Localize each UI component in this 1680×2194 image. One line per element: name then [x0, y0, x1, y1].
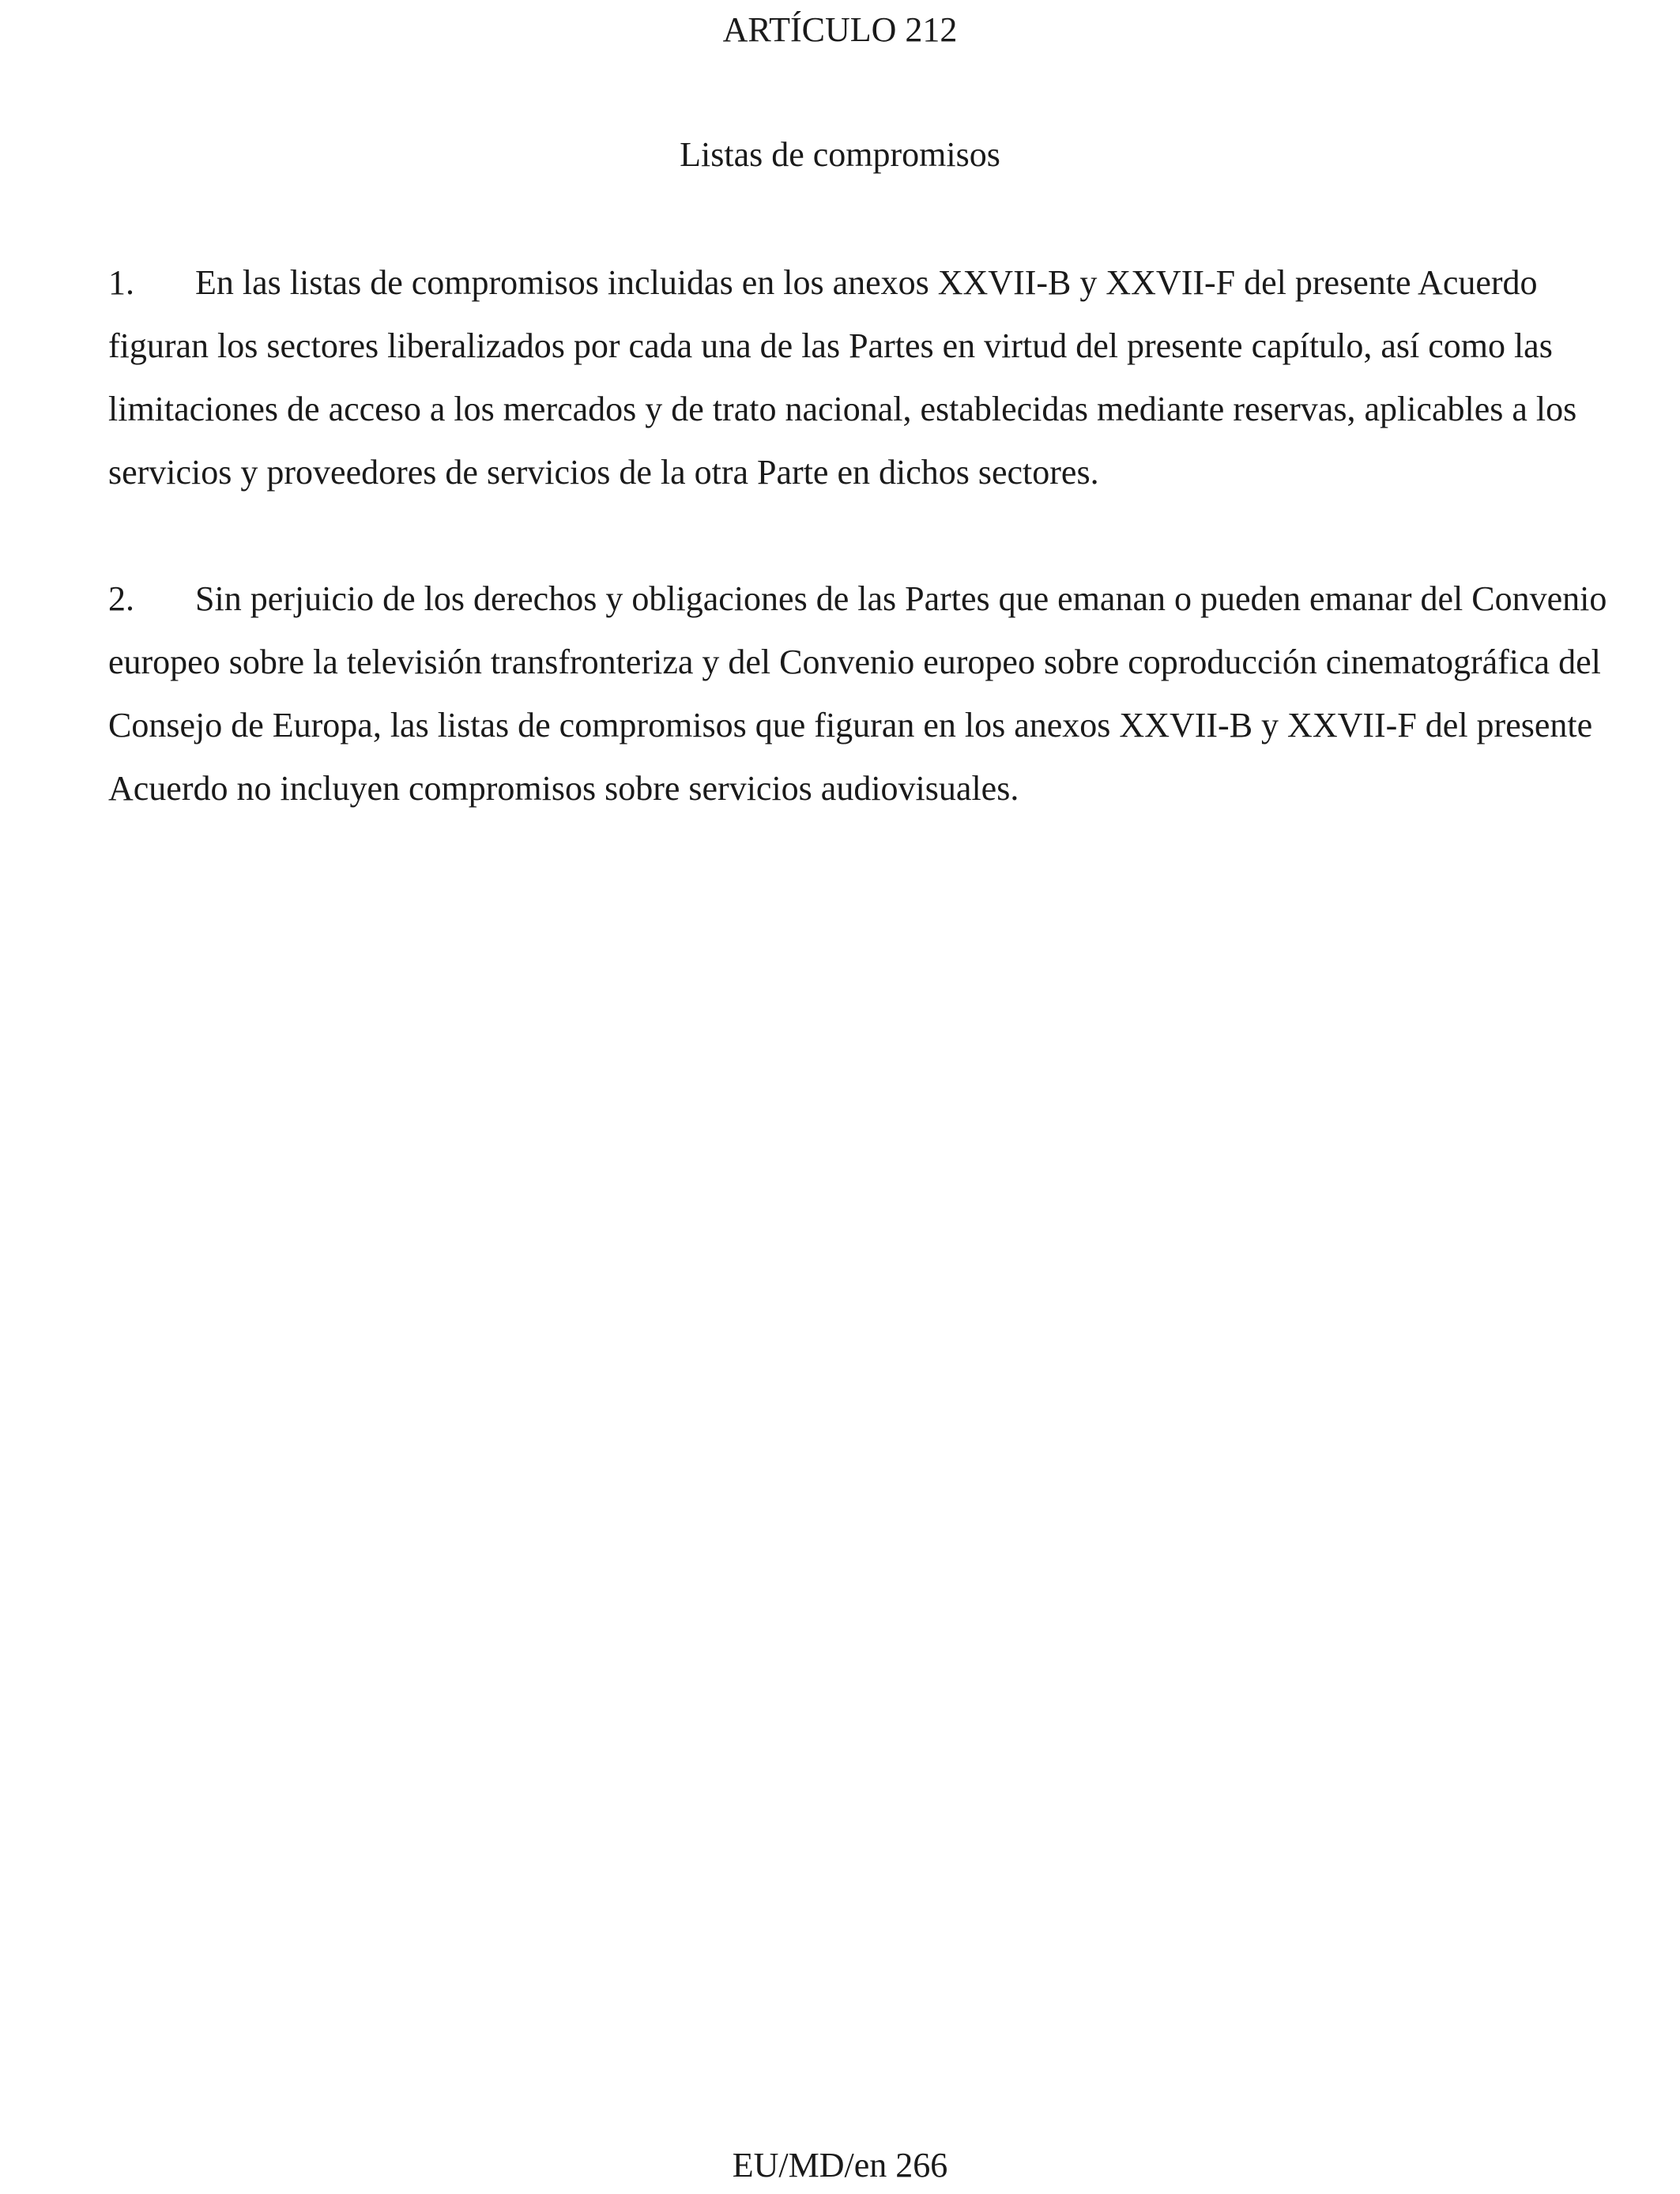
page-footer: EU/MD/en 266 [732, 2146, 948, 2185]
paragraph-text: Sin perjuicio de los derechos y obligaciones de las Partes que emanan o pueden emanar del Convenio europeo sobre la televisión transfronteriza y del Convenio europeo sobre coproducción cinematográfica del Consejo de Europa, las listas de compromisos que figuran en los anexos XXVII-B y XXVII-F del presente Acuerdo no incluyen compromisos sobre servicios audiovisuales. [108, 579, 1607, 808]
paragraph-text: En las listas de compromisos incluidas en los anexos XXVII-B y XXVII-F del presente Acuerdo figuran los sectores liberalizados por cada una de las Partes en virtud del presente capítulo, así como las limitaciones de acceso a los mercados y de trato nacional, establecidas mediante reservas, aplicables a los servicios y proveedores de servicios de la otra Parte en dichos sectores. [108, 263, 1577, 492]
article-title: ARTÍCULO 212 [722, 10, 958, 49]
paragraph-number: 1. [108, 263, 134, 302]
paragraph-number: 2. [108, 579, 134, 618]
article-subtitle: Listas de compromisos [680, 135, 1000, 174]
paragraph-1 [108, 251, 1610, 504]
paragraph-2 [108, 567, 1610, 820]
